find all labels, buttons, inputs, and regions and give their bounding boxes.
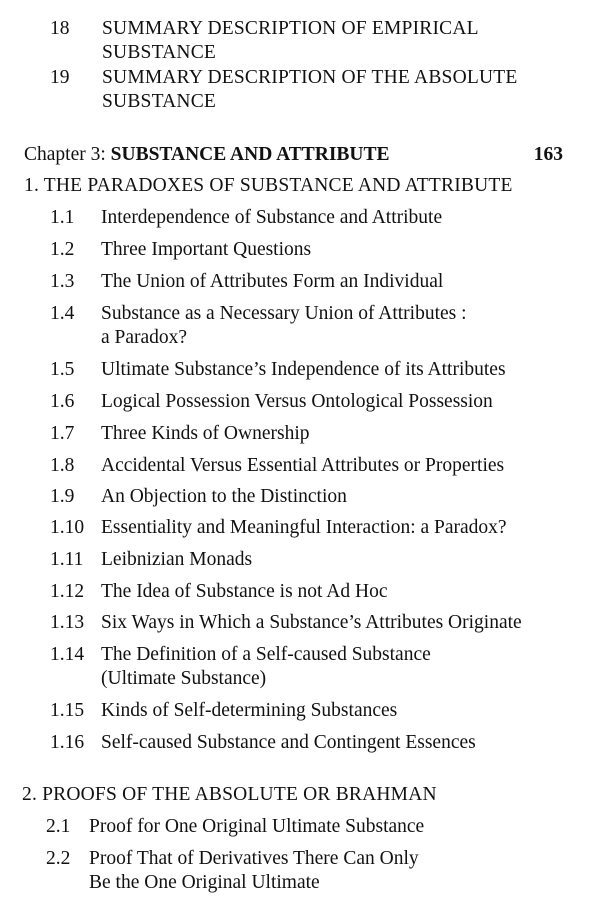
chapter-heading [24, 143, 569, 167]
item-number: 1.10 [50, 517, 85, 538]
entry-number: 18 [50, 18, 70, 39]
item-number: 1.7 [50, 423, 75, 444]
chapter-page-number: 163 [533, 144, 563, 165]
chapter-title: SUBSTANCE AND ATTRIBUTE [110, 144, 390, 165]
item-number: 1.1 [50, 207, 75, 228]
toc-entry-18 [0, 17, 600, 65]
entry-title: SUMMARY DESCRIPTION OF EMPIRICAL SUBSTANCE [102, 18, 479, 63]
item-title: Proof That of Derivatives There Can Only Be the One Original Ultimate [89, 848, 419, 893]
item-title: Essentiality and Meaningful Interaction: a Paradox? [101, 517, 507, 538]
item-title: Leibnizian Monads [101, 549, 253, 570]
toc-item-2-2 [0, 847, 600, 895]
item-number: 2.2 [46, 848, 71, 869]
item-title: Interdependence of Substance and Attribute [101, 207, 443, 228]
entry-title: SUMMARY DESCRIPTION OF THE ABSOLUTE SUBSTANCE [102, 67, 518, 112]
item-title: The Union of Attributes Form an Individual [101, 271, 444, 292]
item-title: Self-caused Substance and Contingent Essences [101, 732, 476, 753]
item-number: 1.14 [50, 644, 85, 665]
item-number: 1.13 [50, 612, 85, 633]
item-title: Proof for One Original Ultimate Substance [89, 816, 425, 837]
item-number: 1.9 [50, 486, 75, 507]
item-title: Three Important Questions [101, 239, 312, 260]
entry-number: 19 [50, 67, 70, 88]
toc-item-1-4 [0, 302, 600, 350]
item-title: Kinds of Self-determining Substances [101, 700, 398, 721]
toc-entry-19 [0, 66, 600, 114]
item-title: Three Kinds of Ownership [101, 423, 310, 444]
item-number: 2.1 [46, 816, 71, 837]
section-2-heading: 2. PROOFS OF THE ABSOLUTE OR BRAHMAN [22, 784, 437, 805]
item-number: 1.4 [50, 303, 75, 324]
item-number: 1.15 [50, 700, 85, 721]
item-number: 1.5 [50, 359, 75, 380]
toc-item-1-14 [0, 643, 600, 691]
item-number: 1.16 [50, 732, 85, 753]
item-title: The Definition of a Self-caused Substance (Ultimate Substance) [101, 644, 431, 689]
item-number: 1.2 [50, 239, 75, 260]
item-title: The Idea of Substance is not Ad Hoc [101, 581, 388, 602]
item-number: 1.3 [50, 271, 75, 292]
item-title: An Objection to the Distinction [101, 486, 347, 507]
item-number: 1.11 [50, 549, 84, 570]
item-title: Accidental Versus Essential Attributes or Properties [101, 455, 505, 476]
item-number: 1.6 [50, 391, 75, 412]
item-title: Substance as a Necessary Union of Attributes : a Paradox? [101, 303, 467, 348]
chapter-label: Chapter 3: [24, 144, 111, 165]
item-number: 1.8 [50, 455, 75, 476]
item-title: Logical Possession Versus Ontological Possession [101, 391, 493, 412]
item-title: Ultimate Substance’s Independence of its Attributes [101, 359, 506, 380]
item-number: 1.12 [50, 581, 85, 602]
section-1-heading: 1. THE PARADOXES OF SUBSTANCE AND ATTRIBUTE [24, 175, 513, 196]
item-title: Six Ways in Which a Substance’s Attributes Originate [101, 612, 522, 633]
